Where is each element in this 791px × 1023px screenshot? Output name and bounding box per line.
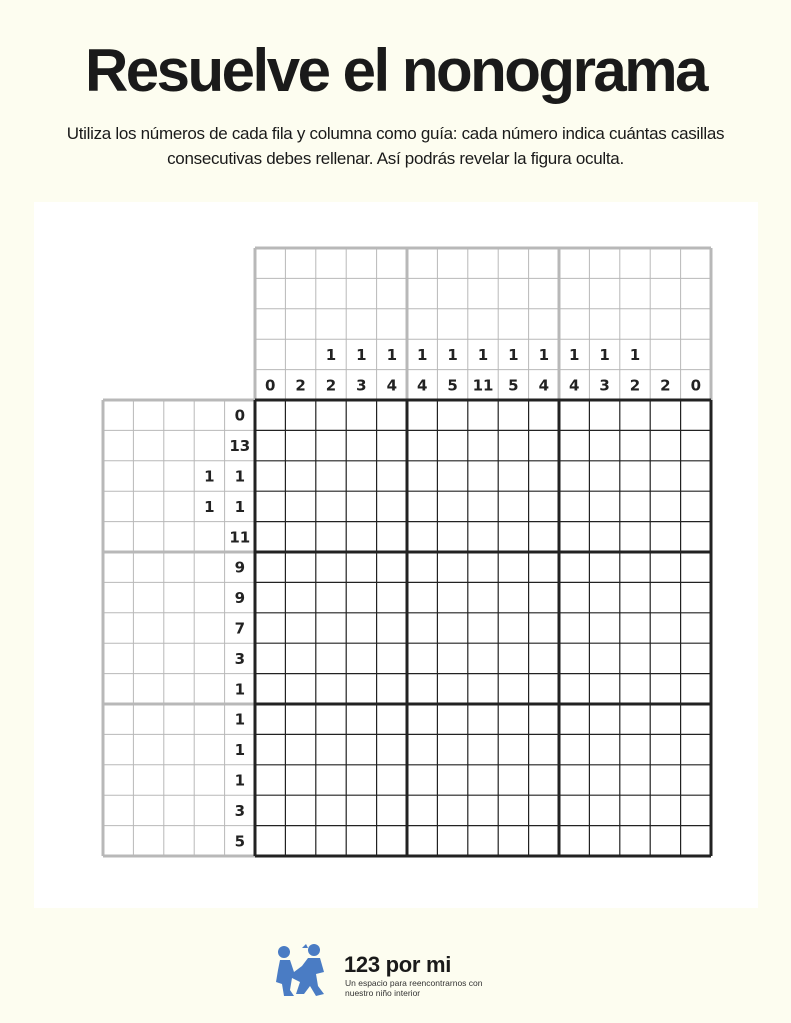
grid-cell[interactable] [620, 491, 650, 521]
grid-cell[interactable] [255, 613, 285, 643]
column-clue-number: 3 [599, 376, 610, 395]
grid-cell[interactable] [407, 522, 437, 552]
grid-cell[interactable] [650, 582, 680, 612]
grid-cell[interactable] [346, 674, 376, 704]
grid-cell[interactable] [498, 704, 528, 734]
grid-cell[interactable] [285, 704, 315, 734]
grid-cell[interactable] [437, 400, 467, 430]
grid-cell[interactable] [468, 522, 498, 552]
grid-cell[interactable] [285, 491, 315, 521]
grid-cell[interactable] [377, 765, 407, 795]
row-clue-number: 0 [234, 406, 246, 425]
grid-cell[interactable] [407, 826, 437, 856]
grid-cell[interactable] [285, 734, 315, 764]
grid-cell[interactable] [589, 400, 619, 430]
row-clue-number: 11 [229, 528, 251, 547]
grid-cell[interactable] [529, 704, 559, 734]
grid-cell[interactable] [620, 613, 650, 643]
grid-cell[interactable] [498, 400, 528, 430]
column-clue-number: 1 [538, 345, 550, 364]
grid-cell[interactable] [316, 765, 346, 795]
grid-cell[interactable] [255, 765, 285, 795]
grid-cell[interactable] [346, 826, 376, 856]
column-clue-number: 1 [386, 345, 398, 364]
grid-cell[interactable] [529, 582, 559, 612]
grid-cell[interactable] [650, 430, 680, 460]
grid-cell[interactable] [650, 400, 680, 430]
column-clue-number: 1 [508, 345, 519, 364]
grid-cell[interactable] [255, 795, 285, 825]
grid-cell[interactable] [529, 643, 559, 673]
grid-cell[interactable] [377, 522, 407, 552]
grid-cell[interactable] [316, 522, 346, 552]
column-clue-number: 0 [264, 376, 276, 395]
grid-cell[interactable] [529, 461, 559, 491]
grid-cell[interactable] [285, 674, 315, 704]
grid-cell[interactable] [407, 674, 437, 704]
row-clue-number: 3 [234, 801, 246, 820]
grid-cell[interactable] [316, 826, 346, 856]
grid-cell[interactable] [468, 491, 498, 521]
grid-cell[interactable] [559, 582, 589, 612]
column-clue-number: 1 [325, 345, 337, 364]
grid-cell[interactable] [650, 491, 680, 521]
column-clue-number: 0 [690, 376, 702, 395]
grid-cell[interactable] [377, 400, 407, 430]
grid-cell[interactable] [559, 491, 589, 521]
grid-cell[interactable] [255, 826, 285, 856]
grid-cell[interactable] [468, 430, 498, 460]
grid-cell[interactable] [377, 491, 407, 521]
grid-cell[interactable] [437, 461, 467, 491]
column-clue-number: 1 [477, 345, 489, 364]
grid-cell[interactable] [468, 704, 498, 734]
grid-cell[interactable] [316, 461, 346, 491]
grid-cell[interactable] [620, 734, 650, 764]
grid-cell[interactable] [437, 613, 467, 643]
grid-cell[interactable] [285, 613, 315, 643]
grid-cell[interactable] [559, 795, 589, 825]
grid-cell[interactable] [620, 643, 650, 673]
grid-cell[interactable] [468, 734, 498, 764]
grid-cell[interactable] [498, 613, 528, 643]
grid-cell[interactable] [377, 582, 407, 612]
grid-cell[interactable] [285, 430, 315, 460]
row-clue-number: 1 [234, 680, 246, 699]
grid-cell[interactable] [559, 674, 589, 704]
grid-cell[interactable] [285, 552, 315, 582]
grid-cell[interactable] [559, 643, 589, 673]
column-clue-number: 5 [447, 376, 458, 395]
grid-cell[interactable] [468, 674, 498, 704]
grid-cell[interactable] [559, 826, 589, 856]
grid-cell[interactable] [559, 461, 589, 491]
grid-cell[interactable] [650, 826, 680, 856]
grid-cell[interactable] [620, 430, 650, 460]
grid-cell[interactable] [681, 430, 711, 460]
grid-cell[interactable] [468, 582, 498, 612]
grid-cell[interactable] [650, 522, 680, 552]
grid-cell[interactable] [377, 643, 407, 673]
grid-cell[interactable] [681, 400, 711, 430]
grid-cell[interactable] [437, 430, 467, 460]
grid-cell[interactable] [650, 795, 680, 825]
grid-cell[interactable] [285, 795, 315, 825]
grid-cell[interactable] [620, 704, 650, 734]
grid-cell[interactable] [589, 552, 619, 582]
grid-cell[interactable] [316, 643, 346, 673]
column-clue-number: 4 [568, 376, 580, 395]
grid-cell[interactable] [650, 765, 680, 795]
grid-cell[interactable] [437, 522, 467, 552]
grid-cell[interactable] [620, 826, 650, 856]
grid-cell[interactable] [589, 582, 619, 612]
column-clue-number: 1 [356, 345, 367, 364]
grid-cell[interactable] [407, 795, 437, 825]
grid-cell[interactable] [650, 461, 680, 491]
grid-cell[interactable] [407, 613, 437, 643]
grid-cell[interactable] [346, 400, 376, 430]
row-clue-number: 9 [234, 589, 246, 608]
grid-cell[interactable] [316, 704, 346, 734]
grid-cell[interactable] [346, 643, 376, 673]
grid-cell[interactable] [620, 552, 650, 582]
grid-cell[interactable] [437, 734, 467, 764]
grid-cell[interactable] [529, 400, 559, 430]
grid-cell[interactable] [255, 734, 285, 764]
row-clue-number: 3 [234, 649, 246, 668]
grid-cell[interactable] [681, 522, 711, 552]
grid-cell[interactable] [681, 765, 711, 795]
grid-cell[interactable] [559, 522, 589, 552]
page-title: Resuelve el nonograma [84, 37, 707, 104]
column-clue-number: 2 [660, 376, 671, 395]
grid-cell[interactable] [650, 613, 680, 643]
grid-cell[interactable] [529, 552, 559, 582]
grid-cell[interactable] [407, 582, 437, 612]
column-clue-number: 2 [295, 376, 306, 395]
grid-cell[interactable] [498, 522, 528, 552]
grid-cell[interactable] [255, 491, 285, 521]
grid-cell[interactable] [559, 704, 589, 734]
column-clue-number: 4 [416, 376, 428, 395]
grid-cell[interactable] [437, 491, 467, 521]
grid-cell[interactable] [529, 765, 559, 795]
row-clue-number: 1 [234, 741, 246, 760]
grid-cell[interactable] [377, 795, 407, 825]
grid-cell[interactable] [559, 552, 589, 582]
row-clue-number: 1 [234, 771, 246, 790]
grid-cell[interactable] [498, 582, 528, 612]
grid-cell[interactable] [529, 522, 559, 552]
grid-cell[interactable] [346, 734, 376, 764]
kids-playing-icon [272, 942, 332, 998]
grid-cell[interactable] [529, 613, 559, 643]
grid-cell[interactable] [437, 552, 467, 582]
grid-cell[interactable] [407, 400, 437, 430]
instructions-text: Utiliza los números de cada fila y columna como guía: cada número indica cuántas casillas consecutivas debes rellenar. Así podrás revelar la figura oculta. [66, 124, 725, 168]
column-clue-number: 4 [386, 376, 398, 395]
grid-cell[interactable] [620, 765, 650, 795]
column-clue-number: 1 [416, 345, 428, 364]
column-clue-number: 3 [356, 376, 367, 395]
grid-cell[interactable] [468, 461, 498, 491]
brand-tagline: Un espacio para reencontrarnos con nuestro niño interior [345, 978, 483, 998]
grid-cell[interactable] [407, 734, 437, 764]
grid-cell[interactable] [346, 430, 376, 460]
grid-cell[interactable] [346, 552, 376, 582]
grid-cell[interactable] [559, 765, 589, 795]
grid-cell[interactable] [620, 582, 650, 612]
grid-cell[interactable] [681, 613, 711, 643]
grid-cell[interactable] [437, 643, 467, 673]
grid-cell[interactable] [681, 734, 711, 764]
grid-cell[interactable] [498, 552, 528, 582]
grid-cell[interactable] [316, 795, 346, 825]
grid-cell[interactable] [559, 734, 589, 764]
grid-cell[interactable] [285, 765, 315, 795]
grid-cell[interactable] [255, 522, 285, 552]
grid-cell[interactable] [620, 674, 650, 704]
grid-cell[interactable] [316, 491, 346, 521]
grid-cell[interactable] [255, 674, 285, 704]
grid-cell[interactable] [681, 795, 711, 825]
grid-cell[interactable] [346, 522, 376, 552]
grid-cell[interactable] [650, 643, 680, 673]
grid-cell[interactable] [346, 704, 376, 734]
grid-cell[interactable] [437, 765, 467, 795]
grid-cell[interactable] [589, 461, 619, 491]
grid-cell[interactable] [285, 826, 315, 856]
grid-cell[interactable] [650, 674, 680, 704]
grid-cell[interactable] [589, 613, 619, 643]
grid-cell[interactable] [346, 582, 376, 612]
grid-cell[interactable] [620, 461, 650, 491]
grid-cell[interactable] [589, 430, 619, 460]
grid-cell[interactable] [407, 765, 437, 795]
grid-cell[interactable] [498, 674, 528, 704]
grid-cell[interactable] [589, 734, 619, 764]
row-clue-number: 1 [234, 710, 246, 729]
grid-cell[interactable] [589, 826, 619, 856]
grid-cell[interactable] [529, 674, 559, 704]
grid-cell[interactable] [437, 704, 467, 734]
row-clue-number: 1 [234, 497, 246, 516]
grid-cell[interactable] [377, 461, 407, 491]
grid-cell[interactable] [437, 826, 467, 856]
grid-cell[interactable] [377, 674, 407, 704]
grid-cell[interactable] [498, 826, 528, 856]
grid-cell[interactable] [529, 826, 559, 856]
grid-cell[interactable] [377, 826, 407, 856]
grid-cell[interactable] [681, 643, 711, 673]
grid-cell[interactable] [681, 552, 711, 582]
grid-cell[interactable] [468, 400, 498, 430]
grid-cell[interactable] [346, 461, 376, 491]
grid-cell[interactable] [681, 826, 711, 856]
grid-cell[interactable] [650, 704, 680, 734]
column-clue-number: 1 [568, 345, 580, 364]
grid-cell[interactable] [285, 461, 315, 491]
grid-cell[interactable] [377, 734, 407, 764]
grid-cell[interactable] [589, 491, 619, 521]
column-clue-number: 11 [472, 376, 494, 395]
grid-cell[interactable] [285, 643, 315, 673]
grid-cell[interactable] [681, 582, 711, 612]
column-clue-number: 4 [538, 376, 550, 395]
grid-cell[interactable] [255, 582, 285, 612]
grid-cell[interactable] [650, 734, 680, 764]
grid-cell[interactable] [498, 430, 528, 460]
nonogram-panel [34, 202, 758, 908]
grid-cell[interactable] [346, 795, 376, 825]
grid-cell[interactable] [255, 400, 285, 430]
grid-cell[interactable] [407, 430, 437, 460]
column-clue-number: 1 [629, 345, 641, 364]
grid-cell[interactable] [498, 461, 528, 491]
grid-cell[interactable] [681, 491, 711, 521]
grid-cell[interactable] [377, 430, 407, 460]
grid-cell[interactable] [681, 674, 711, 704]
grid-cell[interactable] [589, 643, 619, 673]
row-clue-number: 1 [204, 497, 215, 516]
grid-cell[interactable] [407, 491, 437, 521]
grid-cell[interactable] [589, 765, 619, 795]
grid-cell[interactable] [316, 400, 346, 430]
grid-cell[interactable] [620, 400, 650, 430]
grid-cell[interactable] [437, 674, 467, 704]
grid-cell[interactable] [316, 552, 346, 582]
grid-cell[interactable] [255, 704, 285, 734]
grid-cell[interactable] [316, 582, 346, 612]
grid-cell[interactable] [498, 643, 528, 673]
grid-cell[interactable] [407, 704, 437, 734]
column-clue-number: 1 [447, 345, 458, 364]
row-clue-number: 5 [234, 832, 246, 851]
grid-cell[interactable] [316, 430, 346, 460]
grid-cell[interactable] [681, 461, 711, 491]
grid-cell[interactable] [468, 795, 498, 825]
grid-cell[interactable] [437, 582, 467, 612]
grid-cell[interactable] [407, 552, 437, 582]
grid-cell[interactable] [255, 430, 285, 460]
grid-cell[interactable] [589, 522, 619, 552]
row-clue-number: 1 [204, 467, 215, 486]
grid-cell[interactable] [316, 613, 346, 643]
grid-cell[interactable] [407, 643, 437, 673]
grid-cell[interactable] [650, 552, 680, 582]
grid-cell[interactable] [255, 643, 285, 673]
grid-cell[interactable] [346, 491, 376, 521]
grid-cell[interactable] [498, 734, 528, 764]
grid-cell[interactable] [559, 400, 589, 430]
grid-cell[interactable] [681, 704, 711, 734]
grid-cell[interactable] [346, 765, 376, 795]
nonogram-board [34, 202, 758, 908]
grid-cell[interactable] [589, 674, 619, 704]
column-clue-number: 2 [325, 376, 337, 395]
column-clue-number: 2 [629, 376, 641, 395]
row-clue-number: 1 [234, 467, 246, 486]
grid-cell[interactable] [468, 765, 498, 795]
grid-cell[interactable] [285, 400, 315, 430]
grid-cell[interactable] [468, 826, 498, 856]
grid-cell[interactable] [529, 795, 559, 825]
grid-cell[interactable] [407, 461, 437, 491]
grid-cell[interactable] [498, 491, 528, 521]
grid-cell[interactable] [255, 552, 285, 582]
grid-cell[interactable] [620, 795, 650, 825]
grid-cell[interactable] [498, 795, 528, 825]
grid-cell[interactable] [437, 795, 467, 825]
row-clue-number: 13 [229, 437, 251, 456]
grid-cell[interactable] [529, 430, 559, 460]
grid-cell[interactable] [589, 795, 619, 825]
grid-cell[interactable] [498, 765, 528, 795]
row-clue-number: 7 [234, 619, 246, 638]
grid-cell[interactable] [377, 704, 407, 734]
grid-cell[interactable] [468, 643, 498, 673]
grid-cell[interactable] [468, 552, 498, 582]
grid-cell[interactable] [316, 674, 346, 704]
grid-cell[interactable] [559, 613, 589, 643]
row-clue-number: 9 [234, 558, 246, 577]
grid-cell[interactable] [559, 430, 589, 460]
grid-cell[interactable] [316, 734, 346, 764]
grid-cell[interactable] [468, 613, 498, 643]
grid-cell[interactable] [377, 613, 407, 643]
grid-cell[interactable] [529, 734, 559, 764]
column-clue-number: 1 [599, 345, 610, 364]
grid-cell[interactable] [589, 704, 619, 734]
grid-cell[interactable] [285, 582, 315, 612]
grid-cell[interactable] [285, 522, 315, 552]
brand-name: 123 por mi [344, 952, 452, 977]
grid-cell[interactable] [529, 491, 559, 521]
grid-cell[interactable] [346, 613, 376, 643]
grid-cell[interactable] [377, 552, 407, 582]
grid-cell[interactable] [620, 522, 650, 552]
grid-cell[interactable] [255, 461, 285, 491]
column-clue-number: 5 [508, 376, 519, 395]
